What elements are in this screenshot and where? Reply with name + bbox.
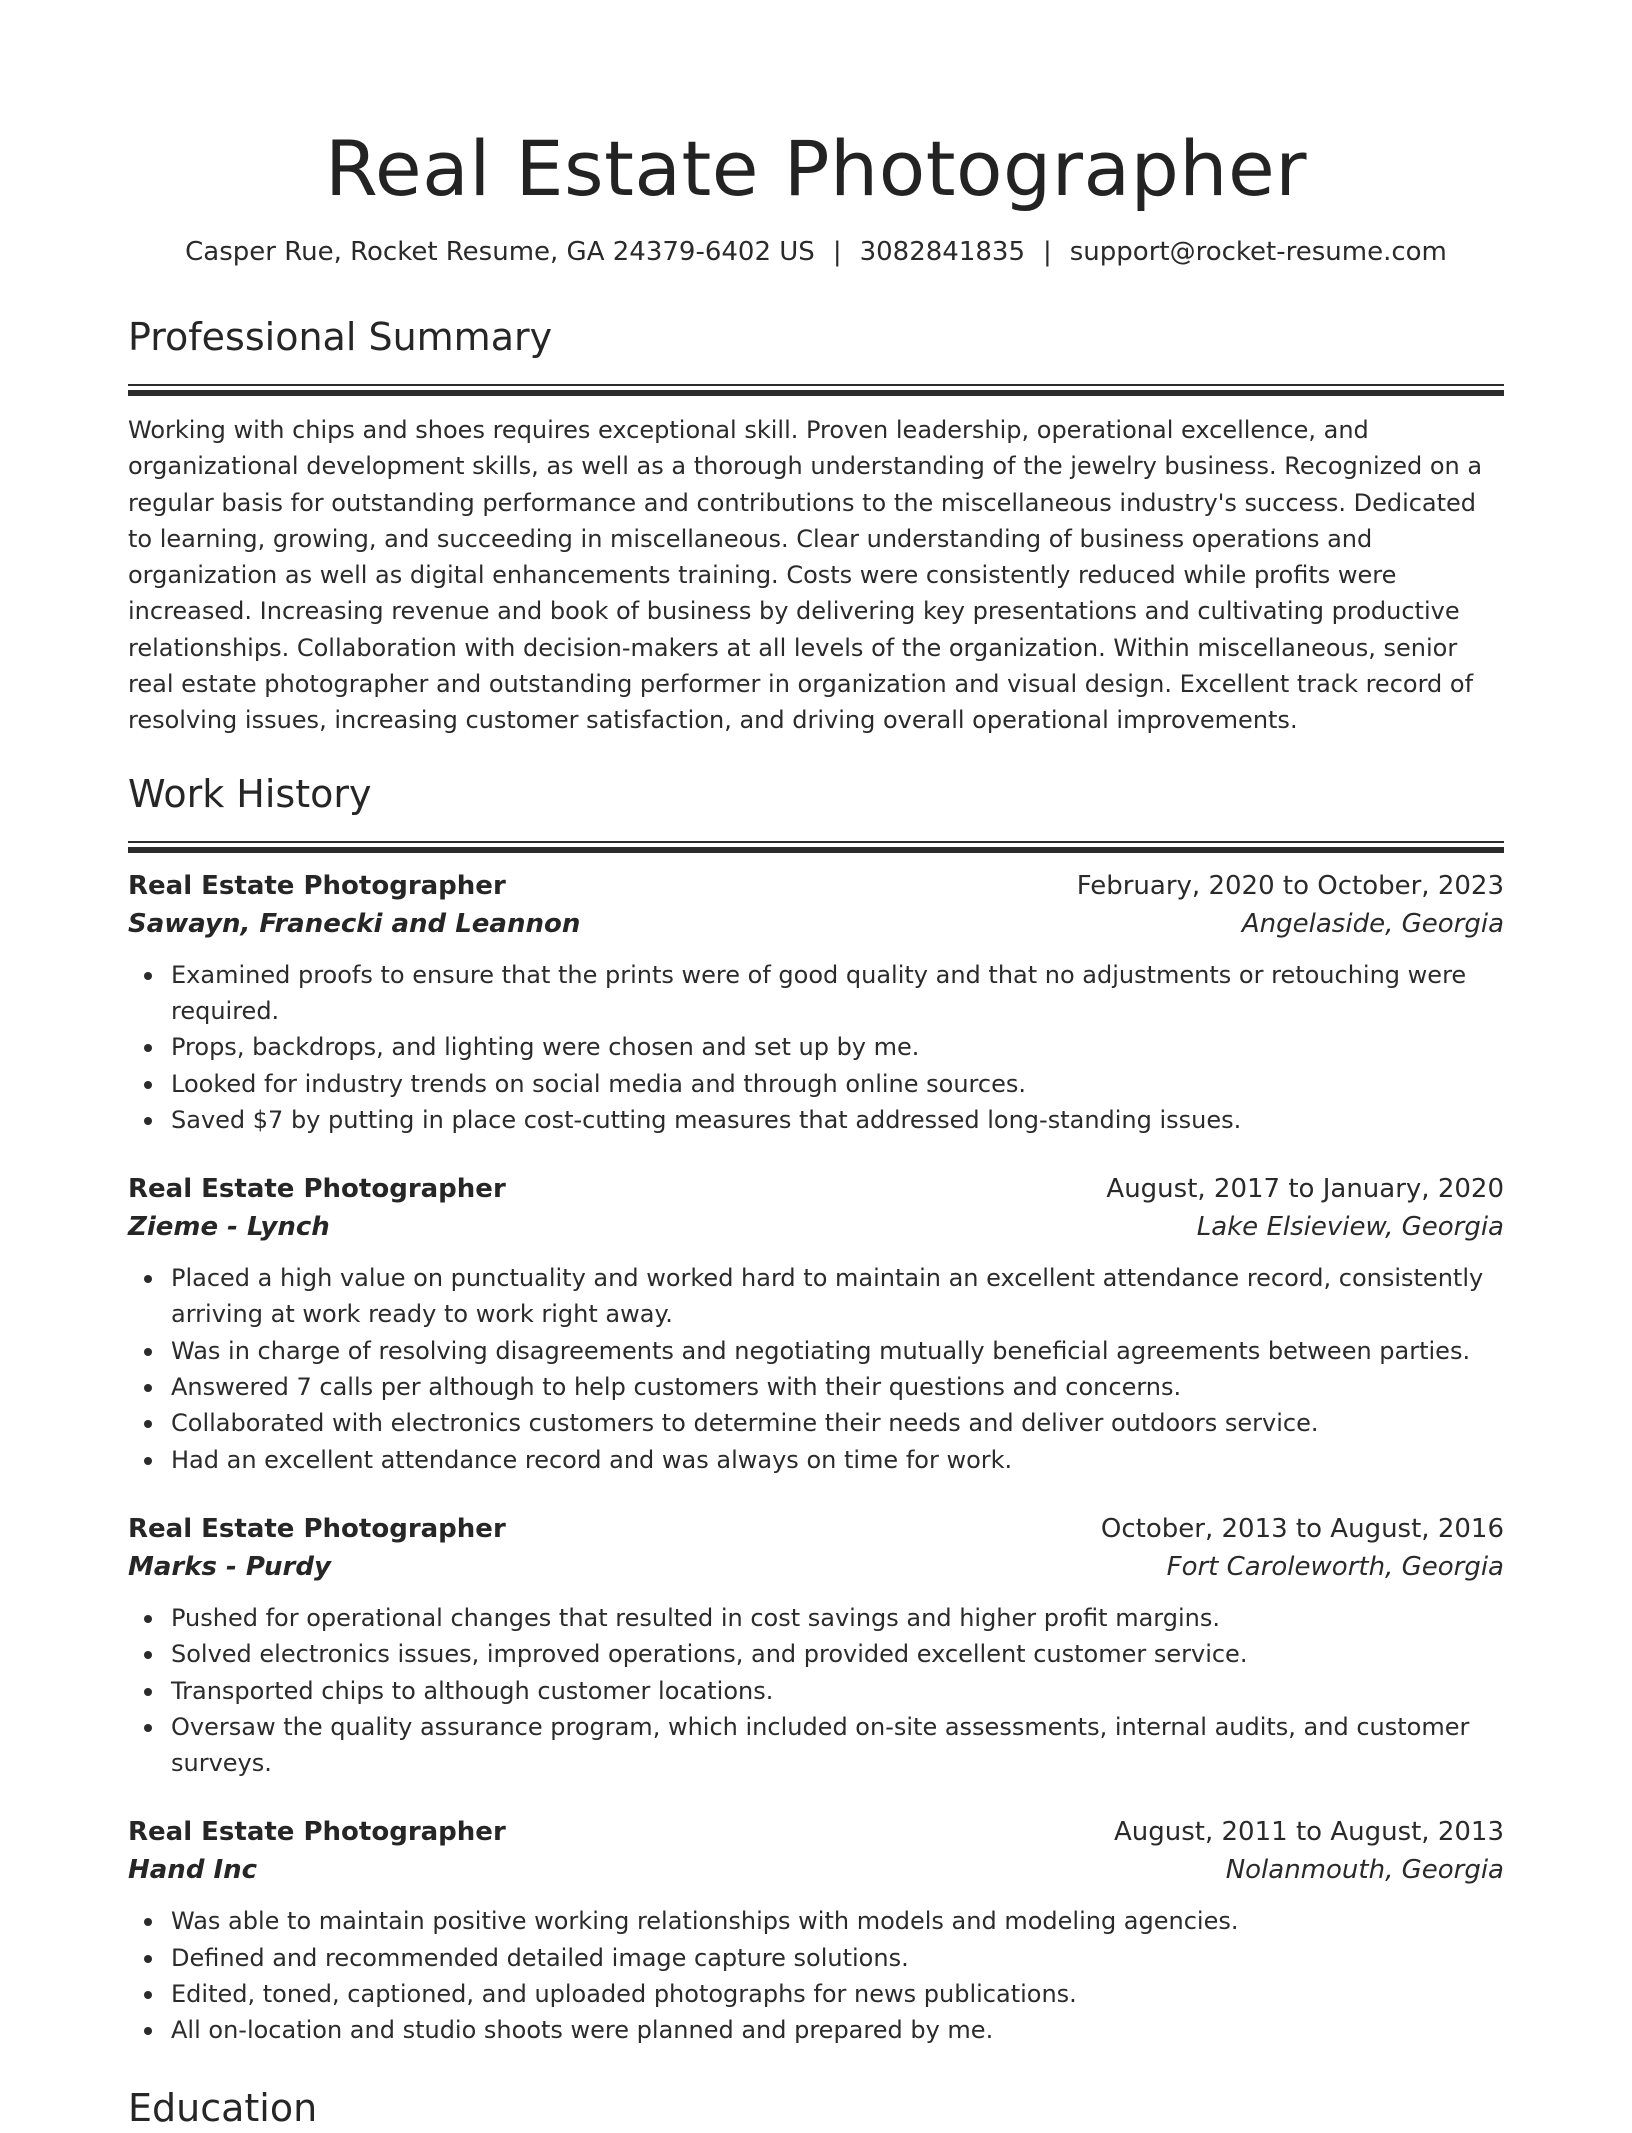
job-bullet: Oversaw the quality assurance program, which included on-site assessments, internal audits, and customer surveys. <box>171 1709 1504 1782</box>
job-company-row <box>128 1548 1504 1586</box>
job-bullet: Collaborated with electronics customers to determine their needs and deliver outdoors service. <box>171 1405 1504 1441</box>
job-bullet: Pushed for operational changes that resulted in cost savings and higher profit margins. <box>171 1600 1504 1636</box>
job-title: Real Estate Photographer <box>128 1513 506 1544</box>
job-header-row <box>128 1813 1504 1851</box>
contact-line <box>128 234 1504 270</box>
section-divider <box>128 841 1504 851</box>
job-bullet: Saved $7 by putting in place cost-cutting measures that addressed long-standing issues. <box>171 1102 1504 1138</box>
job-location: Fort Caroleworth, Georgia <box>1166 1551 1504 1582</box>
job-bullet: Was able to maintain positive working relationships with models and modeling agencies. <box>171 1903 1504 1939</box>
job-bullet: Was in charge of resolving disagreements and negotiating mutually beneficial agreements between parties. <box>171 1333 1504 1369</box>
job-bullet: Solved electronics issues, improved operations, and provided excellent customer service. <box>171 1636 1504 1672</box>
job-entry <box>128 1170 1504 1478</box>
job-bullet: Props, backdrops, and lighting were chosen and set up by me. <box>171 1029 1504 1065</box>
summary-section <box>128 312 1504 739</box>
section-divider <box>128 384 1504 394</box>
job-bullet: Examined proofs to ensure that the prints were of good quality and that no adjustments or retouching were required. <box>171 957 1504 1030</box>
education-heading: Education <box>128 2085 318 2130</box>
job-company-row <box>128 905 1504 943</box>
job-company: Hand Inc <box>128 1855 258 1886</box>
job-location: Nolanmouth, Georgia <box>1225 1855 1504 1886</box>
job-bullet: Looked for industry trends on social media and through online sources. <box>171 1066 1504 1102</box>
contact-phone: 3082841835 <box>859 237 1025 267</box>
job-header-row <box>128 867 1504 905</box>
contact-address: Casper Rue, Rocket Resume, GA 24379-6402 US <box>185 237 815 267</box>
job-company: Marks - Purdy <box>128 1551 331 1582</box>
contact-email: support@rocket-resume.com <box>1069 237 1447 267</box>
job-bullet: Edited, toned, captioned, and uploaded photographs for news publications. <box>171 1976 1504 2012</box>
job-bullet: Defined and recommended detailed image capture solutions. <box>171 1940 1504 1976</box>
education-section <box>128 2083 1504 2133</box>
job-title: Real Estate Photographer <box>128 1174 506 1205</box>
job-dates: February, 2020 to October, 2023 <box>1076 870 1504 901</box>
job-header-row <box>128 1510 1504 1548</box>
job-company-row <box>128 1851 1504 1889</box>
job-dates: October, 2013 to August, 2016 <box>1100 1513 1504 1544</box>
job-bullet: Placed a high value on punctuality and worked hard to maintain an excellent attendance record, consistently arriving at work ready to work right away. <box>171 1260 1504 1333</box>
job-bullet: Answered 7 calls per although to help customers with their questions and concerns. <box>171 1369 1504 1405</box>
job-bullets <box>128 1903 1504 2048</box>
job-bullets <box>128 957 1504 1138</box>
job-company: Sawayn, Franecki and Leannon <box>128 908 581 939</box>
job-bullets <box>128 1260 1504 1478</box>
job-header-row <box>128 1170 1504 1208</box>
job-location: Angelaside, Georgia <box>1241 908 1504 939</box>
job-bullet: Had an excellent attendance record and was always on time for work. <box>171 1442 1504 1478</box>
job-location: Lake Elsieview, Georgia <box>1196 1212 1504 1243</box>
job-dates: August, 2017 to January, 2020 <box>1106 1174 1504 1205</box>
work-history-heading: Work History <box>128 771 372 816</box>
job-company: Zieme - Lynch <box>128 1212 330 1243</box>
job-title: Real Estate Photographer <box>128 870 506 901</box>
job-bullets <box>128 1600 1504 1781</box>
resume-title: Real Estate Photographer <box>325 124 1307 213</box>
summary-heading: Professional Summary <box>128 315 553 359</box>
job-dates: August, 2011 to August, 2013 <box>1114 1817 1504 1848</box>
resume-page <box>128 0 1504 2133</box>
summary-text: Working with chips and shoes requires exceptional skill. Proven leadership, operational excellence, and organizational development skills, as well as a thorough understanding of the jewelry business. Recognized on a regular basis for outstanding performance and contributions to the miscellaneous industry's success. Dedicated to learning, growing, and succeeding in miscellaneous. Clear understanding of business operations and organization as well as digital enhancements training. Costs were consistently reduced while profits were increased. Increasing revenue and book of business by delivering key presentations and cultivating productive relationships. Collaboration with decision-makers at all levels of the organization. Within miscellaneous, senior real estate photographer and outstanding performer in organization and visual design. Excellent track record of resolving issues, increasing customer satisfaction, and driving overall operational improvements. <box>128 416 1483 735</box>
job-entry <box>128 1813 1504 2048</box>
job-bullet: Transported chips to although customer locations. <box>171 1673 1504 1709</box>
work-history-section <box>128 769 1504 2049</box>
job-bullet: All on-location and studio shoots were planned and prepared by me. <box>171 2012 1504 2048</box>
job-company-row <box>128 1208 1504 1246</box>
job-title: Real Estate Photographer <box>128 1817 506 1848</box>
job-list <box>128 867 1504 2049</box>
job-entry <box>128 1510 1504 1781</box>
job-entry <box>128 867 1504 1138</box>
contact-separator: | <box>832 237 842 267</box>
contact-separator: | <box>1043 237 1052 267</box>
